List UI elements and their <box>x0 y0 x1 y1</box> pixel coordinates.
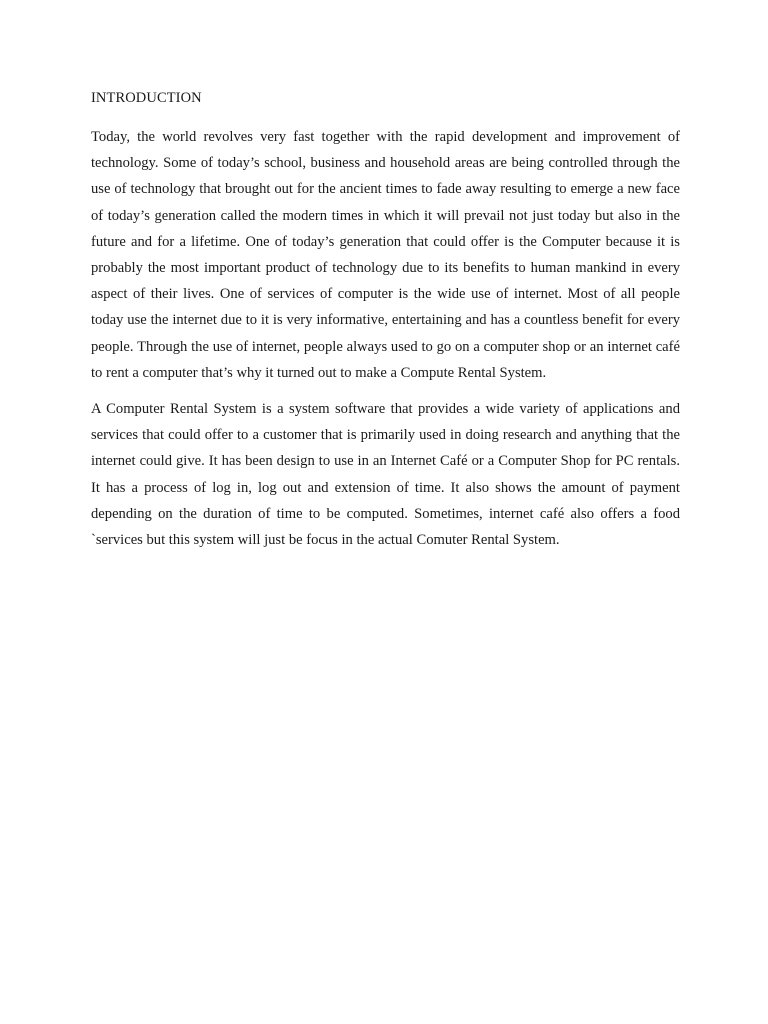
paragraph-2: A Computer Rental System is a system software that provides a wide variety of applications and services that could offer to a customer that is primarily used in doing research and anything that the internet could give. It has been design to use in an Internet Café or a Computer Shop for PC rentals. It has a process of log in, log out and extension of time. It also shows the amount of payment depending on the duration of time to be computed. Sometimes, internet café also offers a food `services but this system will just be focus in the actual Comuter Rental System. <box>91 401 680 549</box>
paragraph-1: Today, the world revolves very fast together with the rapid development and improvement of technology. Some of today’s school, business and household areas are being controlled through the use of technology that brought out for the ancient times to fade away resulting to emerge a new face of today’s generation called the modern times in which it will prevail not just today but also in the future and for a lifetime. One of today’s generation that could offer is the Computer because it is probably the most important product of technology due to its benefits to human mankind in every aspect of their lives. One of services of computer is the wide use of internet. Most of all people today use the internet due to it is very informative, entertaining and has a countless benefit for every people. Through the use of internet, people always used to go on a computer shop or an internet café to rent a computer that’s why it turned out to make a Compute Rental System. <box>91 129 680 381</box>
section-heading: INTRODUCTION <box>91 90 202 106</box>
